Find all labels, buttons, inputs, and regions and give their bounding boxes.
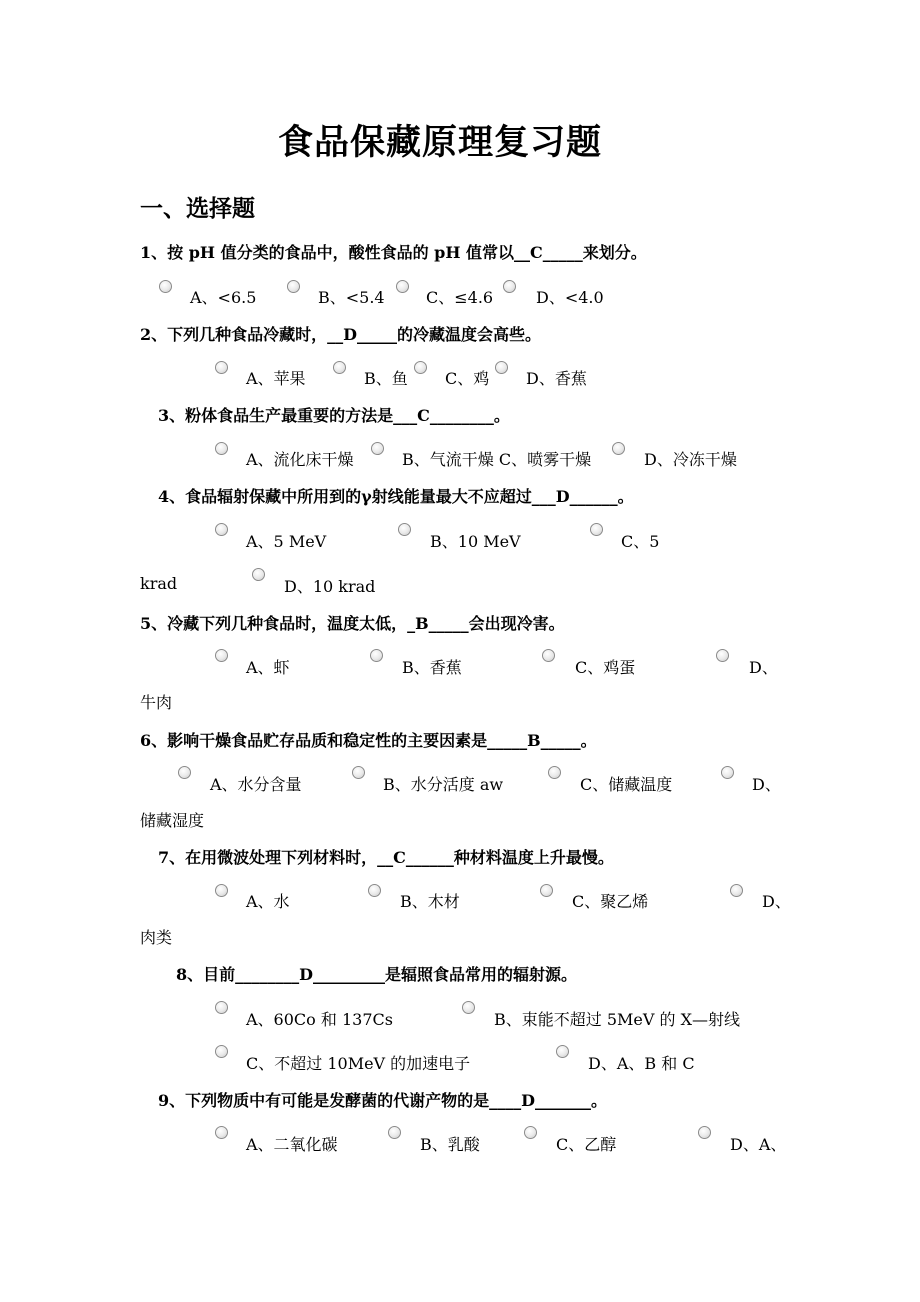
question-5: 5、冷藏下列几种食品时，温度太低，_B_____会出现冷害。 xyxy=(140,614,565,633)
radio-q5-a[interactable] xyxy=(215,649,228,662)
radio-q3-a[interactable] xyxy=(215,442,228,455)
option-q1-c: C、≤4.6 xyxy=(426,288,494,307)
option-q7-a: A、水 xyxy=(246,892,290,911)
question-2: 2、下列几种食品冷藏时，__D_____的冷藏温度会高些。 xyxy=(140,325,542,344)
option-q6-a: A、水分含量 xyxy=(210,775,302,794)
option-q7-d-continued: 肉类 xyxy=(140,928,173,947)
radio-q2-d[interactable] xyxy=(495,361,508,374)
radio-q2-c[interactable] xyxy=(414,361,427,374)
option-q5-a: A、虾 xyxy=(246,658,290,677)
option-q5-c: C、鸡蛋 xyxy=(575,658,636,677)
radio-q6-d[interactable] xyxy=(721,766,734,779)
option-q4-c-continued: krad xyxy=(140,574,178,593)
radio-q5-c[interactable] xyxy=(542,649,555,662)
radio-q1-a[interactable] xyxy=(159,280,172,293)
question-1: 1、按 pH 值分类的食品中，酸性食品的 pH 值常以__C_____来划分。 xyxy=(140,243,647,262)
option-q3-a: A、流化床干燥 xyxy=(246,450,354,469)
radio-q9-b[interactable] xyxy=(388,1126,401,1139)
option-q2-a: A、苹果 xyxy=(246,369,306,388)
page-title: 食品保藏原理复习题 xyxy=(278,122,603,163)
radio-q6-c[interactable] xyxy=(548,766,561,779)
option-q4-b: B、10 MeV xyxy=(430,532,521,551)
option-q7-c: C、聚乙烯 xyxy=(572,892,649,911)
radio-q9-c[interactable] xyxy=(524,1126,537,1139)
radio-q1-d[interactable] xyxy=(503,280,516,293)
radio-q7-d[interactable] xyxy=(730,884,743,897)
radio-q4-d[interactable] xyxy=(252,568,265,581)
radio-q4-a[interactable] xyxy=(215,523,228,536)
option-q9-b: B、乳酸 xyxy=(420,1135,480,1154)
option-q3-b: B、气流干燥 C、喷雾干燥 xyxy=(402,450,592,469)
option-q4-c: C、5 xyxy=(621,532,660,551)
option-q6-d: D、 xyxy=(752,775,781,794)
radio-q8-d[interactable] xyxy=(556,1045,569,1058)
option-q4-d: D、10 krad xyxy=(284,577,376,596)
option-q7-d: D、 xyxy=(762,892,791,911)
radio-q7-b[interactable] xyxy=(368,884,381,897)
option-q9-a: A、二氧化碳 xyxy=(246,1135,338,1154)
option-q1-d: D、<4.0 xyxy=(536,288,604,307)
question-4: 4、食品辐射保藏中所用到的γ射线能量最大不应超过___D______。 xyxy=(158,487,634,506)
radio-q1-b[interactable] xyxy=(287,280,300,293)
option-q5-b: B、香蕉 xyxy=(402,658,462,677)
option-q2-d: D、香蕉 xyxy=(526,369,587,388)
radio-q5-b[interactable] xyxy=(370,649,383,662)
option-q6-b: B、水分活度 aw xyxy=(383,775,504,794)
option-q7-b: B、木材 xyxy=(400,892,460,911)
radio-q4-c[interactable] xyxy=(590,523,603,536)
option-q3-d: D、冷冻干燥 xyxy=(644,450,737,469)
radio-q8-a[interactable] xyxy=(215,1001,228,1014)
radio-q1-c[interactable] xyxy=(396,280,409,293)
radio-q2-b[interactable] xyxy=(333,361,346,374)
radio-q9-d[interactable] xyxy=(698,1126,711,1139)
section-heading: 一、选择题 xyxy=(140,195,255,222)
option-q4-a: A、5 MeV xyxy=(246,532,327,551)
radio-q8-b[interactable] xyxy=(462,1001,475,1014)
radio-q3-b[interactable] xyxy=(371,442,384,455)
option-q1-b: B、<5.4 xyxy=(318,288,385,307)
radio-q7-a[interactable] xyxy=(215,884,228,897)
radio-q6-a[interactable] xyxy=(178,766,191,779)
option-q9-d: D、A、 xyxy=(730,1135,787,1154)
radio-q4-b[interactable] xyxy=(398,523,411,536)
question-3: 3、粉体食品生产最重要的方法是___C________。 xyxy=(158,406,510,425)
option-q1-a: A、<6.5 xyxy=(190,288,257,307)
radio-q2-a[interactable] xyxy=(215,361,228,374)
question-9: 9、下列物质中有可能是发酵菌的代谢产物的是____D_______。 xyxy=(158,1091,608,1110)
question-7: 7、在用微波处理下列材料时，__C______种材料温度上升最慢。 xyxy=(158,848,614,867)
option-q8-d: D、A、B 和 C xyxy=(588,1054,695,1073)
radio-q6-b[interactable] xyxy=(352,766,365,779)
option-q8-a: A、60Co 和 137Cs xyxy=(246,1010,393,1029)
question-8: 8、目前________D_________是辐照食品常用的辐射源。 xyxy=(176,965,578,984)
option-q5-d-continued: 牛肉 xyxy=(140,693,173,712)
option-q6-c: C、储藏温度 xyxy=(580,775,673,794)
radio-q5-d[interactable] xyxy=(716,649,729,662)
option-q5-d: D、 xyxy=(749,658,778,677)
radio-q8-c[interactable] xyxy=(215,1045,228,1058)
option-q8-b: B、束能不超过 5MeV 的 X—射线 xyxy=(494,1010,740,1029)
option-q2-b: B、鱼 xyxy=(364,369,408,388)
radio-q3-d[interactable] xyxy=(612,442,625,455)
option-q2-c: C、鸡 xyxy=(445,369,490,388)
radio-q9-a[interactable] xyxy=(215,1126,228,1139)
question-6: 6、影响干燥食品贮存品质和稳定性的主要因素是_____B_____。 xyxy=(140,731,597,750)
option-q8-c: C、不超过 10MeV 的加速电子 xyxy=(246,1054,471,1073)
option-q6-d-continued: 储藏湿度 xyxy=(140,811,205,830)
option-q9-c: C、乙醇 xyxy=(556,1135,617,1154)
radio-q7-c[interactable] xyxy=(540,884,553,897)
